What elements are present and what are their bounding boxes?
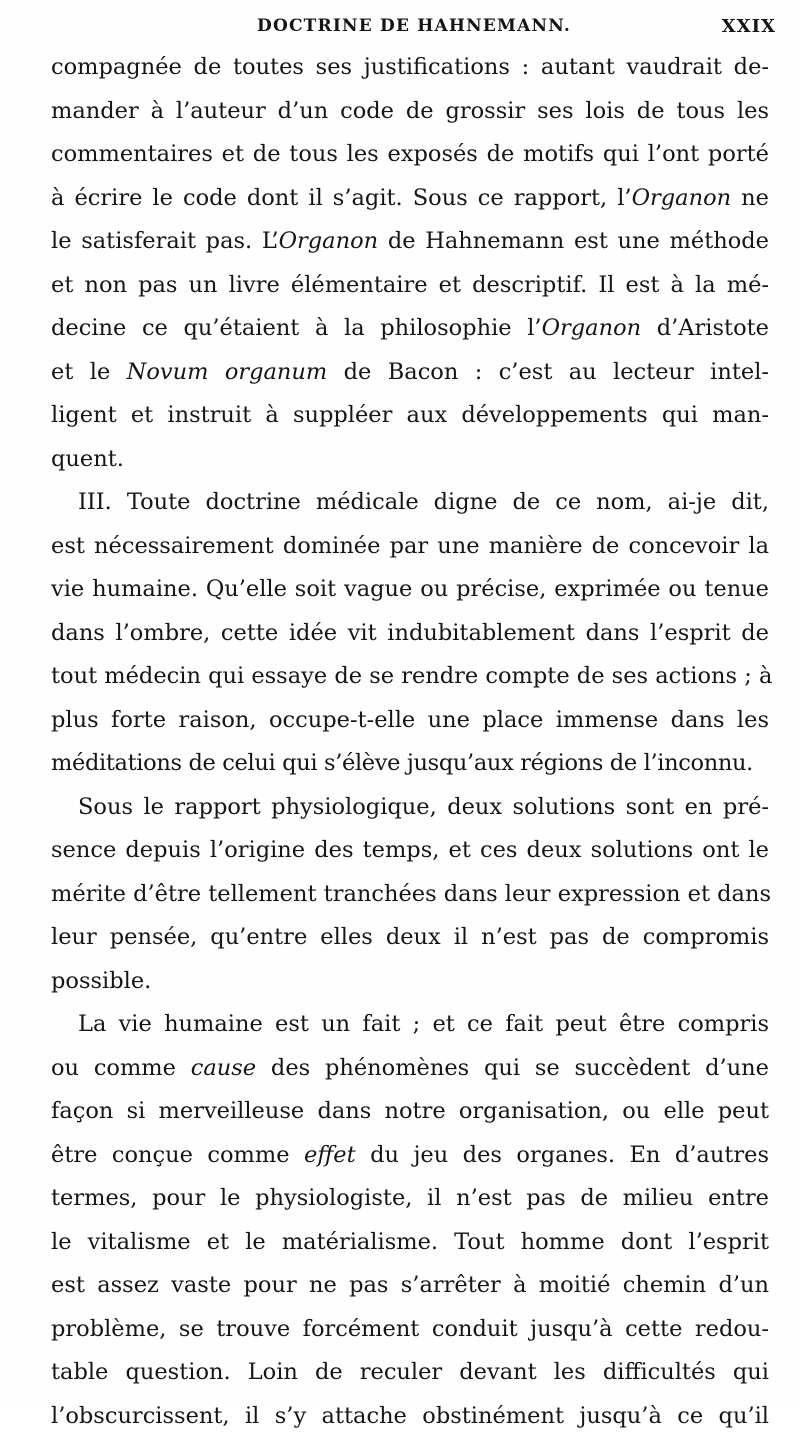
section-start-line: III. Toute doctrine médicale digne de ce nom, ai-je dit,: [51, 481, 769, 525]
text-line: est assez vaste pour ne pas s’arrêter à moitié chemin d’un: [51, 1264, 769, 1308]
text-line: être conçue comme effet du jeu des organes. En d’autres: [51, 1134, 769, 1178]
text-line: decine ce qu’étaient à la philosophie l’Organon d’Aristote: [51, 307, 769, 351]
text-line: plus forte raison, occupe-t-elle une place immense dans les: [51, 699, 769, 743]
text-line: ou comme cause des phénomènes qui se succèdent d’une: [51, 1047, 769, 1091]
italic-term: effet: [304, 1142, 356, 1168]
text-line: possible.: [51, 960, 769, 1004]
text-line: commentaires et de tous les exposés de motifs qui l’ont porté: [51, 133, 769, 177]
text-line: quent.: [51, 438, 769, 482]
page-number: XXIX: [722, 16, 776, 37]
running-title: DOCTRINE DE HAHNEMANN.: [52, 16, 776, 36]
italic-term: Organon: [542, 315, 642, 341]
text-line: leur pensée, qu’entre elles deux il n’est pas de compromis: [51, 916, 769, 960]
text-line: dans l’ombre, cette idée vit indubitablement dans l’esprit de: [51, 612, 769, 656]
body-text: [51, 46, 769, 1438]
text-line: vie humaine. Qu’elle soit vague ou précise, exprimée ou tenue: [51, 568, 769, 612]
text-line: table question. Loin de reculer devant les difficultés qui: [51, 1351, 769, 1395]
text-line: l’obscurcissent, il s’y attache obstinément jusqu’à ce qu’il: [51, 1395, 769, 1438]
text-line: est nécessairement dominée par une manière de concevoir la: [51, 525, 769, 569]
text-line: problème, se trouve forcément conduit jusqu’à cette redou-: [51, 1308, 769, 1352]
text-line: mérite d’être tellement tranchées dans leur expression et dans: [51, 873, 769, 917]
text-line: façon si merveilleuse dans notre organisation, ou elle peut: [51, 1090, 769, 1134]
text-line: sence depuis l’origine des temps, et ces deux solutions ont le: [51, 829, 769, 873]
paragraph-start-line: La vie humaine est un fait ; et ce fait peut être compris: [51, 1003, 769, 1047]
italic-term: Organon: [632, 185, 732, 211]
text-line: tout médecin qui essaye de se rendre compte de ses actions ; à: [51, 655, 769, 699]
italic-term: Organon: [279, 228, 379, 254]
paragraph-start-line: Sous le rapport physiologique, deux solutions sont en pré-: [51, 786, 769, 830]
text-line: et non pas un livre élémentaire et descriptif. Il est à la mé-: [51, 264, 769, 308]
text-line: ligent et instruit à suppléer aux développements qui man-: [51, 394, 769, 438]
text-line: à écrire le code dont il s’agit. Sous ce rapport, l’Organon ne: [51, 177, 769, 221]
running-head: [52, 10, 776, 40]
text-line: mander à l’auteur d’un code de grossir ses lois de tous les: [51, 90, 769, 134]
text-line: et le Novum organum de Bacon : c’est au lecteur intel-: [51, 351, 769, 395]
text-line: compagnée de toutes ses justifications : autant vaudrait de-: [51, 46, 769, 90]
text-line: le vitalisme et le matérialisme. Tout homme dont l’esprit: [51, 1221, 769, 1265]
text-line: termes, pour le physiologiste, il n’est pas de milieu entre: [51, 1177, 769, 1221]
text-line: le satisferait pas. L’Organon de Hahnemann est une méthode: [51, 220, 769, 264]
text-line: méditations de celui qui s’élève jusqu’aux régions de l’inconnu.: [51, 742, 769, 786]
italic-term: Novum organum: [127, 359, 328, 385]
italic-term: cause: [191, 1055, 256, 1081]
